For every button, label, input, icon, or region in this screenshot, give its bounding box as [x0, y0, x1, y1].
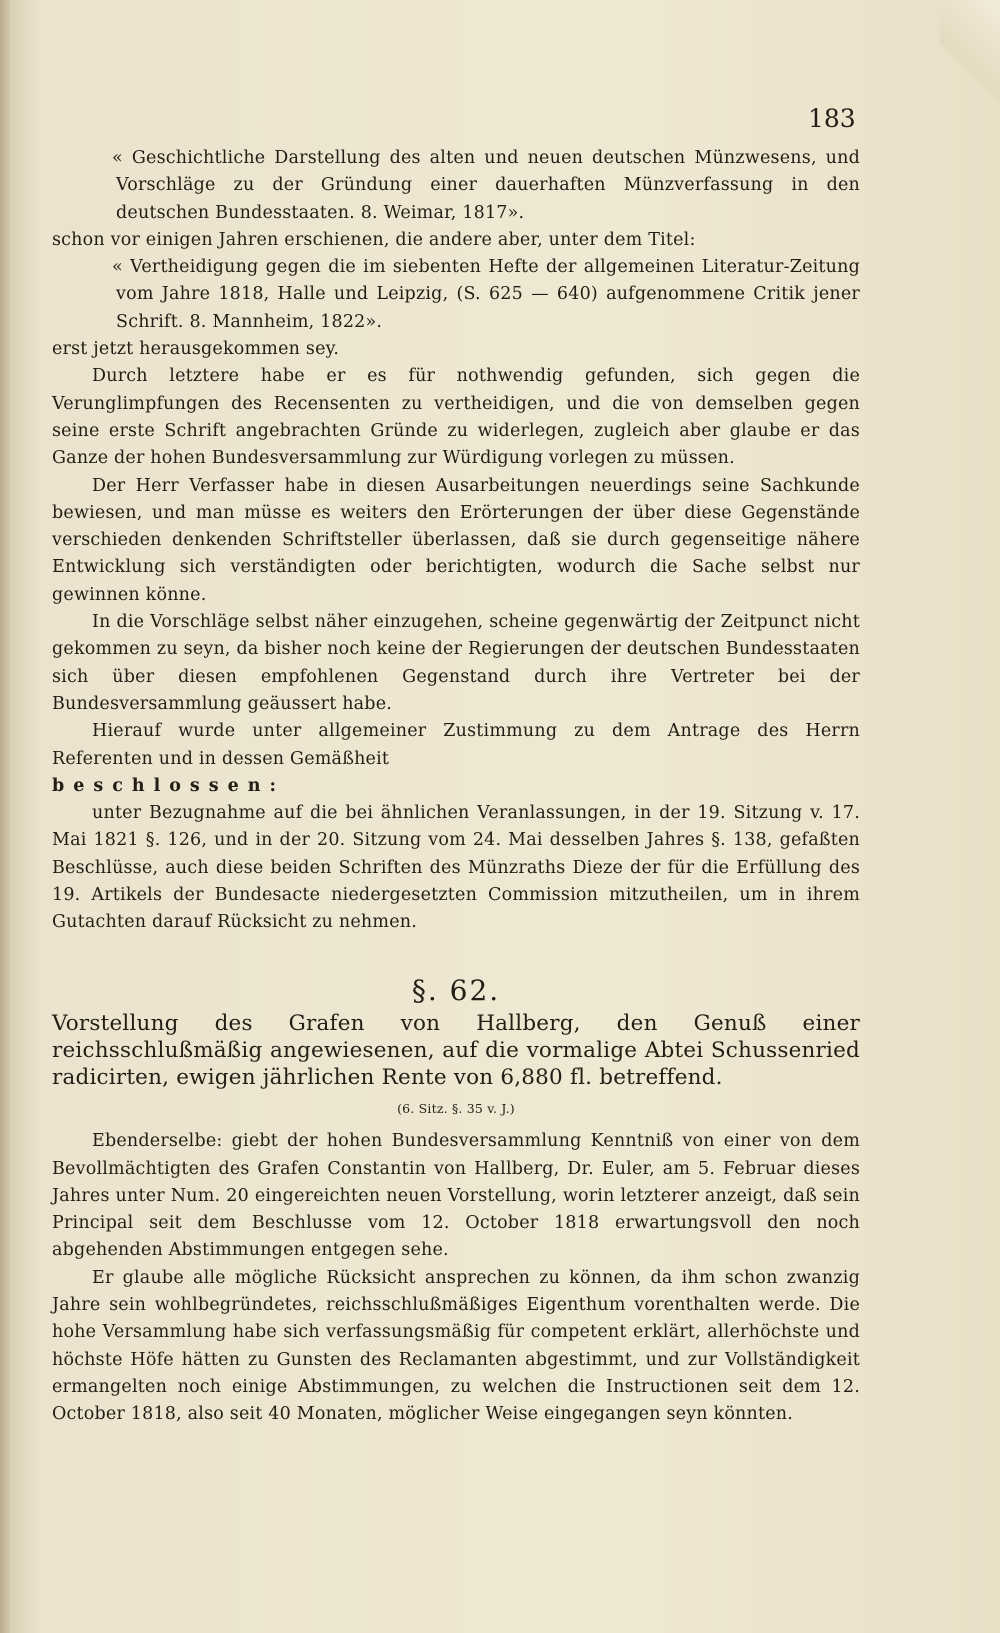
- paragraph-6: Hierauf wurde unter allgemeiner Zustimmung zu dem Antrage des Herrn Referenten und in dessen Gemäßheit: [52, 721, 860, 769]
- paragraph-8: Er glaube alle mögliche Rücksicht ansprechen zu können, da ihm schon zwanzig Jahre sein wohlbegründetes, reichsschlußmäßiges Eigenthum vorenthalten werde. Die hohe Versammlung habe sich verfassungsmäßig für competent erklärt, allerhöchste und höchste Höfe hätten zu Gunsten des Reclamanten abgestimmt, und zur Vollständigkeit ermangelten noch einige Abstimmungen, zu welchen die Instructionen seit dem 12. October 1818, also seit 40 Monaten, möglicher Weise eingegangen seyn könnten.: [52, 1267, 860, 1425]
- paragraph-1: schon vor einigen Jahren erschienen, die andere aber, unter dem Titel:: [52, 229, 696, 250]
- resolved-label: beschlossen:: [52, 775, 285, 796]
- paragraph-quote-title-2: « Vertheidigung gegen die im siebenten Hefte der allgemeinen Literatur-Zeitung vom Jahre 1818, Halle und Leipzig, (S. 625 — 640) aufgenommene Critik jener Schrift. 8. Mannheim, 1822».: [112, 257, 860, 332]
- section-reference: (6. Sitz. §. 35 v. J.): [397, 1100, 515, 1116]
- paragraph-5: In die Vorschläge selbst näher einzugehen, scheine gegenwärtig der Zeitpunct nicht gekommen zu seyn, da bisher noch keine der Regierungen der deutschen Bundesstaaten sich über diesen empfohlenen Gegenstand durch ihre Vertreter bei der Bundesversammlung geäussert habe.: [52, 612, 860, 714]
- paragraph-3: Durch letztere habe er es für nothwendig gefunden, sich gegen die Verunglimpfungen des Recensenten zu vertheidigen, und die von demselben gegen seine erste Schrift angebrachten Gründe zu widerlegen, zugleich aber glaube er das Ganze der hohen Bundesversammlung zur Würdigung vorlegen zu müssen.: [52, 366, 860, 469]
- page-number: 183: [808, 104, 856, 133]
- book-gutter-edge: [0, 0, 10, 1633]
- section-number: §. 62.: [411, 973, 501, 1007]
- paragraph-7: Ebenderselbe: giebt der hohen Bundesversammlung Kenntniß von einer von dem Bevollmächtigten des Grafen Constantin von Hallberg, Dr. Euler, am 5. Februar dieses Jahres unter Num. 20 eingereichten neuen Vorstellung, worin letzterer anzeigt, daß sein Principal seit dem Beschlusse vom 12. October 1818 erwartungsvoll den noch abgehenden Abstimmungen entgegen sehe.: [52, 1131, 860, 1261]
- paragraph-4: Der Herr Verfasser habe in diesen Ausarbeitungen neuerdings seine Sachkunde bewiesen, und man müsse es weiters den Erörterungen der über diese Gegenstände verschieden denkenden Schriftsteller überlassen, daß sie durch gegenseitige nähere Entwicklung sich verständigten oder berichtigten, wodurch die Sache selbst nur gewinnen könne.: [52, 475, 860, 605]
- body-text: [52, 145, 860, 1428]
- paragraph-2: erst jetzt herausgekommen sey.: [52, 339, 340, 360]
- section-heading: Vorstellung des Grafen von Hallberg, den Genuß einer reichsschlußmäßig angewiesenen, auf die vormalige Abtei Schussenried radicirten, ewigen jährlichen Rente von 6,880 fl. betreffend.: [52, 1010, 860, 1090]
- resolution-text: unter Bezugnahme auf die bei ähnlichen Veranlassungen, in der 19. Sitzung v. 17. Mai 1821 §. 126, und in der 20. Sitzung vom 24. Mai desselben Jahres §. 138, gefaßten Beschlüsse, auch diese beiden Schriften des Münzraths Dieze der für die Erfüllung des 19. Artikels der Bundesacte niedergesetzten Commission mitzutheilen, um in ihrem Gutachten darauf Rücksicht zu nehmen.: [52, 803, 860, 933]
- page-corner-fold: [940, 0, 1000, 110]
- paragraph-quote-title-1: « Geschichtliche Darstellung des alten und neuen deutschen Münzwesens, und Vorschläge zu der Gründung einer dauerhaften Münzverfassung in den deutschen Bundesstaaten. 8. Weimar, 1817».: [112, 148, 860, 223]
